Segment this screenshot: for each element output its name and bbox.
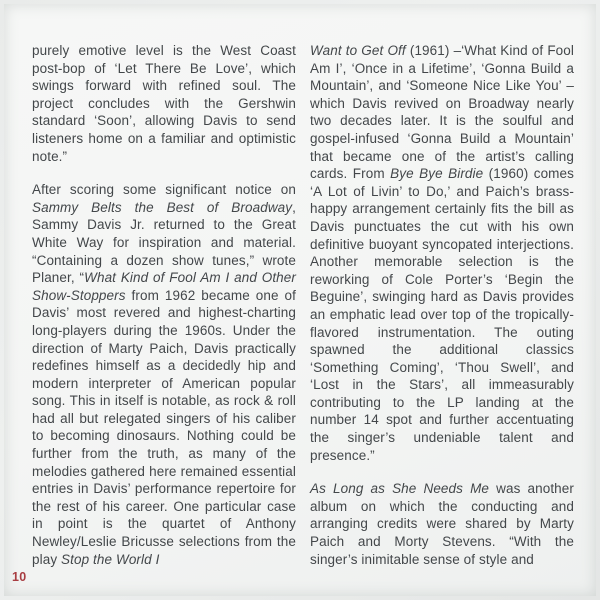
italic-text-segment: Want to Get Off — [310, 43, 406, 58]
right-text-column — [310, 42, 574, 596]
paragraph — [310, 480, 574, 568]
page-number: 10 — [12, 570, 27, 584]
text-segment: After scoring some significant notice on — [32, 182, 296, 198]
italic-text-segment: As Long as She Needs Me — [310, 481, 490, 497]
text-segment: (1961) –‘What Kind of Fool Am I’, ‘Once in a Lifetime’, ‘Gonna Build a Mountain’, and ‘Someone Nice Like You’ – which Davis revived on Broadway nearly two decades later. It is the soulful and gospel-infused ‘Gonna Build a Mountain’ that became one of the artist’s calling cards. From — [310, 43, 574, 182]
left-text-column — [32, 42, 296, 596]
paragraph — [310, 42, 574, 464]
text-segment: purely emotive level is the West Coast post-bop of ‘Let There Be Love’, which swings forward with refined soul. The project concludes with the Gershwin standard ‘Soon’, allowing Davis to send listeners home on a familiar and optimistic note.” — [32, 43, 296, 164]
italic-text-segment: Sammy Belts the Best of Broadway — [32, 199, 293, 215]
page-content — [32, 42, 574, 596]
text-segment: , Sammy Davis Jr. returned to the Great White Way for inspiration and material. “Containing a dozen show tunes,” wrote Planer, “ — [32, 199, 296, 286]
italic-text-segment: What Kind of Fool Am I and Other Show-Stoppers — [32, 270, 296, 303]
italic-text-segment: Bye Bye Birdie — [390, 166, 484, 182]
text-segment: was another album on which the conducting and arranging credits were shared by Marty Paich and Morty Stevens. “With the singer’s inimitable sense of style and — [310, 481, 574, 567]
italic-text-segment: Stop the World I — [61, 551, 160, 567]
paragraph — [32, 181, 296, 568]
text-segment: from 1962 became one of Davis’ most revered and highest-charting long-players during the 1960s. Under the direction of Marty Paich, Davis practically redefines himself as a decidedly hip and modern interpreter of American popular song. This in itself is notable, as rock & roll had all but relegated singers of his caliber to becoming dinosaurs. Nothing could be further from the truth, as many of the melodies gathered here remained essential entries in Davis’ performance repertoire for the rest of his career. One particular case in point is the quartet of Anthony Newley/Leslie Bricusse selections from the play — [32, 287, 296, 567]
text-segment: (1960) comes ‘A Lot of Livin’ to Do,’ and Paich’s brass-happy arrangement certainly fits the bill as Davis punctuates the cut with his own definitive buoyant syncopated interjections. Another memorable selection is the reworking of Cole Porter’s ‘Begin the Beguine’, swinging hard as Davis provides an emphatic lead over top of the tropically-flavored instrumentation. The outing spawned the additional classics ‘Something Coming’, ‘Thou Swell’, and ‘Lost in the Stars’, all immeasurably contributing to the LP landing at the number 14 spot and further accentuating the singer’s undeniable talent and presence.” — [310, 166, 574, 463]
paragraph — [32, 42, 296, 165]
scanned-booklet-page — [4, 4, 596, 596]
